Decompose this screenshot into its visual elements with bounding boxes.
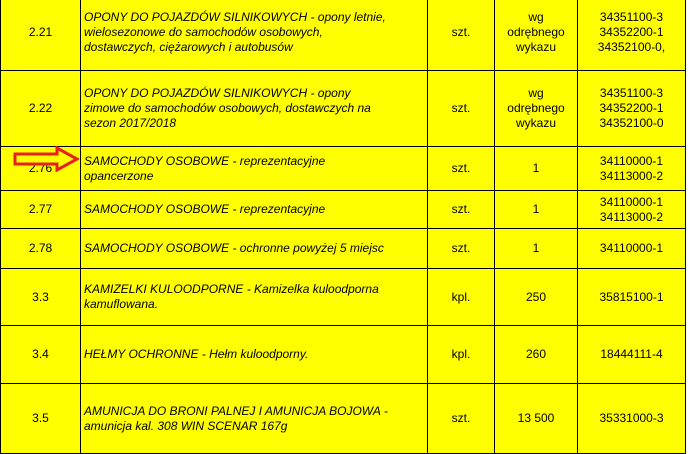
item-description-cell-line: OPONY DO POJAZDÓW SILNIKOWYCH - opony letnie, bbox=[84, 10, 386, 24]
cpv-code-cell-line: 18444111-4 bbox=[600, 347, 663, 361]
cpv-code-cell-line: 34113000-2 bbox=[599, 209, 664, 224]
quantity-cell-line: wg bbox=[528, 10, 544, 24]
cpv-code-cell bbox=[578, 269, 686, 326]
cpv-code-cell bbox=[578, 384, 686, 454]
quantity-cell-line: wykazu bbox=[515, 116, 556, 130]
quantity-cell-line: wg bbox=[528, 86, 544, 100]
unit-cell: szt. bbox=[428, 384, 495, 454]
item-number-cell: 2.77 bbox=[1, 191, 81, 229]
cpv-code-cell-line: 35331000-3 bbox=[599, 411, 664, 425]
item-description-cell bbox=[81, 71, 428, 147]
cpv-code-cell bbox=[578, 191, 686, 229]
item-description-cell bbox=[81, 269, 428, 326]
item-description-cell bbox=[81, 384, 428, 454]
quantity-cell-line: 250 bbox=[525, 289, 547, 304]
table-row bbox=[1, 191, 686, 229]
item-description-cell bbox=[81, 147, 428, 191]
cpv-code-cell bbox=[578, 147, 686, 191]
quantity-cell-line: 260 bbox=[525, 347, 547, 361]
item-description-cell-line: KAMIZELKI KULOODPORNE - Kamizelka kuloodporna bbox=[84, 282, 379, 296]
item-description-cell-line: sezon 2017/2018 bbox=[84, 116, 177, 130]
table-row bbox=[1, 147, 686, 191]
item-description-cell-line: wielosezonowe do samochodów osobowych, bbox=[84, 25, 323, 39]
unit-cell: szt. bbox=[428, 0, 495, 71]
unit-cell: kpl. bbox=[428, 326, 495, 384]
quantity-cell bbox=[495, 229, 578, 269]
quantity-cell-line: 13 500 bbox=[517, 411, 555, 425]
item-number-cell: 3.5 bbox=[1, 384, 81, 454]
item-description-cell-line: opancerzone bbox=[84, 168, 154, 183]
item-number-cell: 2.21 bbox=[1, 0, 81, 71]
item-description-cell-line: HEŁMY OCHRONNE - Hełm kuloodporny. bbox=[84, 347, 309, 361]
quantity-cell-line: wykazu bbox=[515, 40, 556, 54]
item-number-cell: 2.76 bbox=[1, 147, 81, 191]
item-number-cell: 3.3 bbox=[1, 269, 81, 326]
unit-cell: kpl. bbox=[428, 269, 495, 326]
item-description-cell-line: SAMOCHODY OSOBOWE - ochronne powyżej 5 miejsc bbox=[84, 241, 384, 255]
unit-cell: szt. bbox=[428, 229, 495, 269]
item-description-cell bbox=[81, 191, 428, 229]
quantity-cell-line: 1 bbox=[532, 161, 540, 175]
item-description-cell-line: dostawczych, ciężarowych i autobusów bbox=[84, 40, 293, 54]
quantity-cell-line: 1 bbox=[532, 241, 540, 255]
quantity-cell bbox=[495, 269, 578, 326]
quantity-cell bbox=[495, 326, 578, 384]
item-description-cell bbox=[81, 0, 428, 71]
item-description-cell-line: amunicja kal. 308 WIN SCENAR 167g bbox=[84, 418, 288, 433]
quantity-cell-line: odrębnego bbox=[507, 25, 565, 39]
cpv-code-cell-line: 34351100-3 bbox=[599, 86, 664, 100]
item-description-cell bbox=[81, 229, 428, 269]
cpv-code-cell-line: 34351100-3 bbox=[599, 10, 664, 24]
table-row bbox=[1, 269, 686, 326]
item-description-cell bbox=[81, 326, 428, 384]
cpv-code-cell bbox=[578, 326, 686, 384]
item-description-cell-line: SAMOCHODY OSOBOWE - reprezentacyjne bbox=[84, 202, 326, 216]
cpv-code-cell-line: 35815100-1 bbox=[599, 289, 664, 304]
cpv-code-cell bbox=[578, 229, 686, 269]
quantity-cell-line: 1 bbox=[532, 202, 540, 216]
table-row bbox=[1, 0, 686, 71]
unit-cell: szt. bbox=[428, 191, 495, 229]
cpv-code-cell-line: 34352100-0 bbox=[599, 116, 664, 130]
item-description-cell-line: kamuflowana. bbox=[84, 297, 159, 311]
cpv-code-cell bbox=[578, 0, 686, 71]
table-row bbox=[1, 229, 686, 269]
unit-cell: szt. bbox=[428, 71, 495, 147]
unit-cell: szt. bbox=[428, 147, 495, 191]
table-row bbox=[1, 326, 686, 384]
quantity-cell bbox=[495, 147, 578, 191]
red-arrow-icon bbox=[13, 146, 79, 172]
item-description-cell-line: OPONY DO POJAZDÓW SILNIKOWYCH - opony bbox=[84, 86, 351, 100]
item-number-cell: 2.22 bbox=[1, 71, 81, 147]
cpv-code-cell bbox=[578, 71, 686, 147]
cpv-code-cell-line: 34113000-2 bbox=[599, 168, 664, 183]
quantity-cell bbox=[495, 191, 578, 229]
quantity-cell bbox=[495, 71, 578, 147]
item-number-cell: 3.4 bbox=[1, 326, 81, 384]
table-row bbox=[1, 71, 686, 147]
cpv-code-cell-line: 34110000-1 bbox=[599, 153, 664, 168]
cpv-code-cell-line: 34352100-0, bbox=[597, 40, 666, 54]
item-description-cell-line: zimowe do samochodów osobowych, dostawczych na bbox=[84, 101, 371, 115]
table-row bbox=[1, 384, 686, 454]
item-number-cell: 2.78 bbox=[1, 229, 81, 269]
cpv-code-cell-line: 34352200-1 bbox=[599, 25, 664, 39]
quantity-cell bbox=[495, 0, 578, 71]
item-description-cell-line: AMUNICJA DO BRONI PALNEJ I AMUNICJA BOJOWA - bbox=[84, 403, 388, 418]
quantity-cell bbox=[495, 384, 578, 454]
cpv-code-cell-line: 34110000-1 bbox=[599, 194, 664, 209]
cpv-code-cell-line: 34110000-1 bbox=[599, 241, 664, 255]
quantity-cell-line: odrębnego bbox=[507, 101, 565, 115]
item-description-cell-line: SAMOCHODY OSOBOWE - reprezentacyjne bbox=[84, 153, 326, 168]
cpv-code-cell-line: 34352200-1 bbox=[599, 101, 664, 115]
